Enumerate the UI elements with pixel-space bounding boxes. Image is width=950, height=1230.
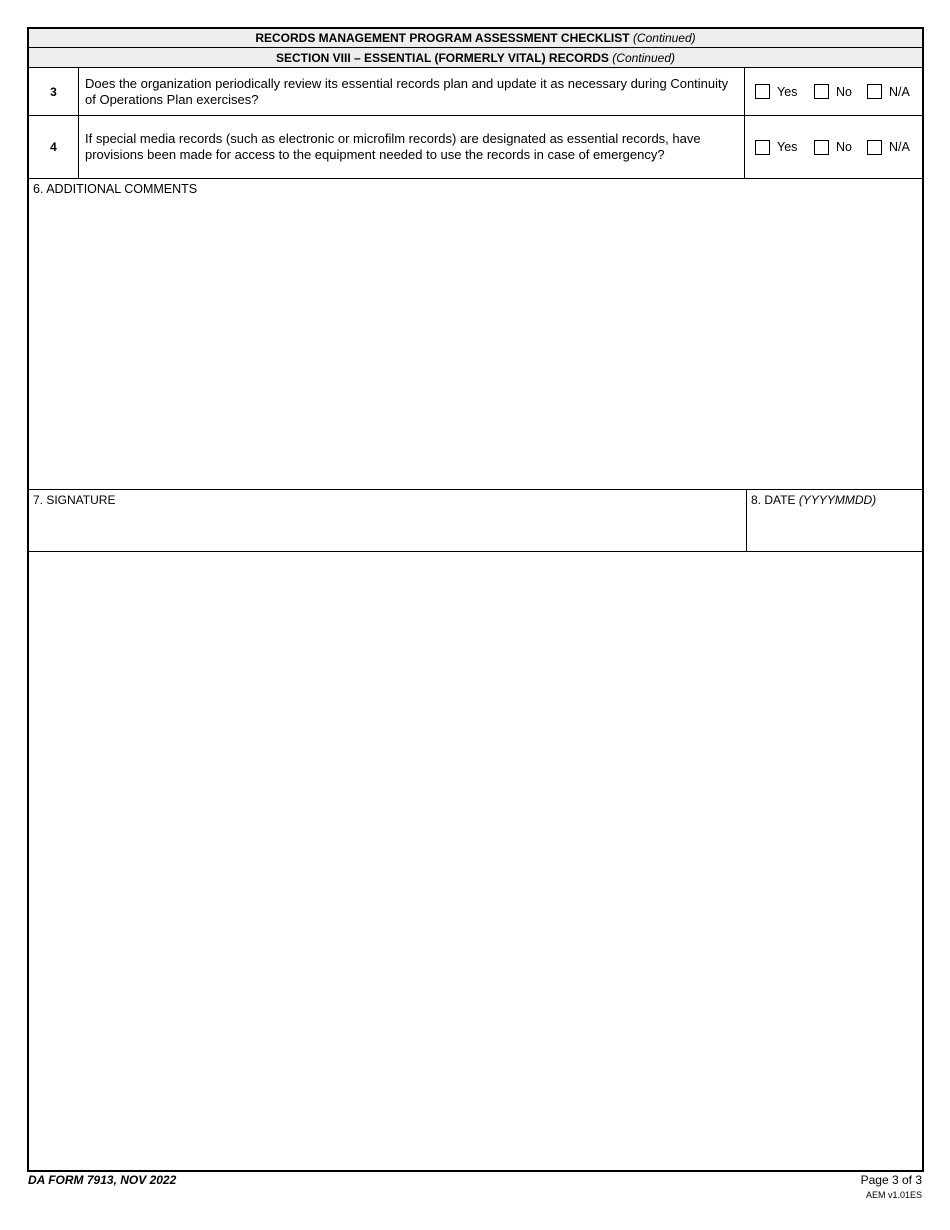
option-no[interactable] xyxy=(814,84,852,99)
checkbox-no[interactable] xyxy=(814,140,829,155)
question-row-4 xyxy=(29,116,922,179)
question-row-3 xyxy=(29,68,922,116)
form-title-bar xyxy=(29,29,922,48)
date-field[interactable] xyxy=(747,490,922,551)
option-label: No xyxy=(836,84,852,99)
checkbox-na[interactable] xyxy=(867,140,882,155)
question-text: Does the organization periodically review its essential records plan and update it as necessary during Continuity of Operations Plan exercises? xyxy=(85,75,729,107)
form-identifier: DA FORM 7913, NOV 2022 xyxy=(28,1173,177,1187)
signature-field[interactable] xyxy=(29,490,747,551)
question-number: 4 xyxy=(29,116,79,178)
section-title: SECTION VIII – ESSENTIAL (FORMERLY VITAL) RECORDS xyxy=(276,51,609,65)
page-number: Page 3 of 3 xyxy=(860,1173,922,1187)
form-title: RECORDS MANAGEMENT PROGRAM ASSESSMENT CHECKLIST xyxy=(255,31,630,45)
blank-area xyxy=(29,552,922,1170)
version-label: AEM v1.01ES xyxy=(865,1190,922,1200)
option-label: Yes xyxy=(777,140,798,154)
checkbox-no[interactable] xyxy=(814,84,829,99)
date-label xyxy=(751,493,876,507)
checkbox-yes[interactable] xyxy=(755,84,770,99)
option-yes[interactable] xyxy=(755,140,797,155)
option-yes[interactable] xyxy=(755,84,797,99)
comments-label: 6. ADDITIONAL COMMENTS xyxy=(33,182,198,196)
question-number: 3 xyxy=(29,68,79,115)
section-title-suffix: (Continued) xyxy=(612,51,675,65)
signature-label: 7. SIGNATURE xyxy=(33,493,116,507)
option-label: N/A xyxy=(889,140,910,154)
answer-options xyxy=(744,116,923,178)
checklist-form xyxy=(27,27,924,1172)
date-label-text: 8. DATE xyxy=(751,493,796,507)
signature-row xyxy=(29,490,922,552)
comments-field[interactable] xyxy=(29,179,922,490)
option-label: No xyxy=(836,140,852,154)
answer-options xyxy=(744,68,923,115)
section-title-bar xyxy=(29,48,922,68)
option-na[interactable] xyxy=(867,140,910,155)
date-format: (YYYYMMDD) xyxy=(798,493,877,507)
checkbox-yes[interactable] xyxy=(755,140,770,155)
option-no[interactable] xyxy=(814,140,852,155)
question-text: If special media records (such as electronic or microfilm records) are designated as essential records, have provisions been made for access to the equipment needed to use the records in case of emergency? xyxy=(85,131,701,162)
option-label: N/A xyxy=(889,84,910,99)
form-title-suffix: (Continued) xyxy=(632,31,696,45)
option-label: Yes xyxy=(777,84,798,99)
option-na[interactable] xyxy=(867,84,910,99)
checkbox-na[interactable] xyxy=(867,84,882,99)
